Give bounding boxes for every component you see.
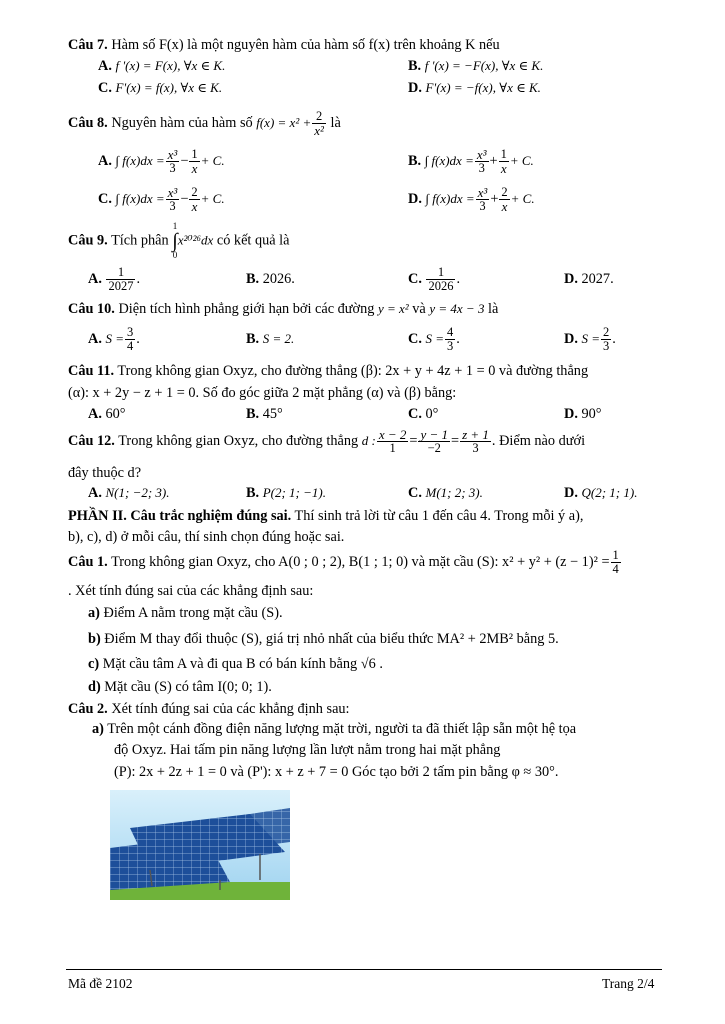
footer-divider	[66, 969, 662, 970]
q7-option-a: A. f '(x) = F(x), ∀x ∈ K.	[98, 58, 226, 74]
footer-page-number: Trang 2/4	[602, 976, 655, 991]
q8-option-d: D. ∫ f(x)dx = $\frac{\text{x³}}{3}$ + $\frac{2}{x}$ + C.	[408, 185, 535, 215]
q9-option-a: A. $\frac{1}{2027}$ .	[88, 265, 141, 294]
q8-option-c: C. ∫ f(x)dx = $\frac{\text{x³}}{3}$ − $\frac{2}{x}$ + C.	[98, 185, 225, 215]
part2-intro: b), c), d) ở mỗi câu, thí sinh chọn đúng hoặc sai.	[68, 529, 345, 545]
p2q1-item-d: d) Mặt cầu (S) có tâm I(0; 0; 1).	[88, 679, 272, 695]
q12-option-d: D. Q(2; 1; 1).	[564, 485, 638, 501]
q11-option-d: D. 90°	[564, 406, 602, 422]
q12-option-a: A. N(1; −2; 3).	[88, 485, 170, 501]
q10-option-d: D. S = $\frac{2}{3}$ .	[564, 325, 616, 354]
p2q2-item-a-line3: (P): 2x + 2z + 1 = 0 và (P'): x + z + 7 = 0 Góc tạo bởi 2 tấm pin bằng φ ≈ 30°.	[114, 764, 559, 780]
footer-exam-code: Mã đề 2102	[68, 976, 133, 991]
p2q2-item-a-line1: a) Trên một cánh đồng điện năng lượng mặt trời, người ta đã thiết lập sẵn một hệ tọa	[92, 721, 577, 737]
q10-stem: Câu 10. Diện tích hình phẳng giới hạn bởi các đường y = x² và y = 4x − 3 là	[68, 301, 499, 317]
p2q1-stem: Câu 1. Trong không gian Oxyz, cho A(0 ; 0 ; 2), B(1 ; 1; 0) và mặt cầu (S): x² + y² + (z − 1)² = $\frac{1}{4}$	[68, 548, 619, 577]
p2q2-stem: Câu 2. Xét tính đúng sai của các khẳng định sau:	[68, 701, 350, 717]
p2q1-stem-line2: . Xét tính đúng sai của các khẳng định sau:	[68, 583, 314, 599]
q7-stem: Câu 7. Hàm số F(x) là một nguyên hàm của hàm số f(x) trên khoảng K nếu	[68, 37, 500, 53]
q11-stem-line2: (α): x + 2y − z + 1 = 0. Số đo góc giữa 2 mặt phẳng (α) và (β) bằng:	[68, 385, 457, 401]
q10-option-b: B. S = 2.	[246, 331, 295, 347]
q9-option-d: D. 2027.	[564, 271, 614, 287]
q9-option-b: B. 2026.	[246, 271, 295, 287]
q11-stem-line1: Câu 11. Trong không gian Oxyz, cho đường thẳng (β): 2x + y + 4z + 1 = 0 và đường thẳng	[68, 363, 589, 379]
q8-option-b: B. ∫ f(x)dx = $\frac{\text{x³}}{3}$ + $\frac{1}{x}$ + C.	[408, 147, 534, 177]
q11-option-b: B. 45°	[246, 406, 283, 422]
p2q2-item-a-line2: độ Oxyz. Hai tấm pin năng lượng lần lượt nằm trong hai mặt phẳng	[114, 742, 501, 758]
q7-option-d: D. F'(x) = −f(x), ∀x ∈ K.	[408, 80, 541, 96]
q9-stem: Câu 9. Tích phân 1 ∫ 0 x²⁰²⁶dx có kết quả là	[68, 221, 290, 260]
q11-option-a: A. 60°	[88, 406, 126, 422]
q9-option-c: C. $\frac{1}{2026}$ .	[408, 265, 461, 294]
q7-option-c: C. F'(x) = f(x), ∀x ∈ K.	[98, 80, 223, 96]
q12-option-c: C. M(1; 2; 3).	[408, 485, 483, 501]
solar-panel-photo	[110, 790, 290, 900]
p2q1-item-b: b) Điểm M thay đổi thuộc (S), giá trị nhỏ nhất của biểu thức MA² + 2MB² bằng 5.	[88, 631, 559, 647]
q8-option-a: A. ∫ f(x)dx = $\frac{\text{x³}}{3}$ − $\frac{1}{x}$ + C.	[98, 147, 225, 177]
p2q1-item-a: a) Điểm A nằm trong mặt cầu (S).	[88, 605, 283, 621]
q12-stem-line2: đây thuộc d?	[68, 465, 142, 481]
q7-option-b: B. f '(x) = −F(x), ∀x ∈ K.	[408, 58, 544, 74]
p2q1-item-c: c) Mặt cầu tâm A và đi qua B có bán kính bằng √6 .	[88, 656, 383, 672]
part2-heading: PHẦN II. Câu trắc nghiệm đúng sai. Thí sinh trả lời từ câu 1 đến câu 4. Trong mỗi ý a),	[68, 508, 584, 524]
q12-stem: Câu 12. Trong không gian Oxyz, cho đường thẳng d : $\frac{x - 2}{1}$ = $\frac{y - 1}{-2}$ = $\frac{z + 1}{3}$ . Điểm nào dưới	[68, 427, 586, 456]
q8-stem: Câu 8. Nguyên hàm của hàm số f(x) = x² + $\frac{2}{\text{x²}}$ là	[68, 109, 341, 139]
q11-option-c: C. 0°	[408, 406, 439, 422]
q9-integral-sign: 1 ∫ 0	[172, 221, 178, 260]
q10-option-a: A. S = $\frac{3}{4}$ .	[88, 325, 140, 354]
q12-option-b: B. P(2; 1; −1).	[246, 485, 326, 501]
q10-option-c: C. S = $\frac{4}{3}$ .	[408, 325, 460, 354]
q7-label: Câu 7.	[68, 37, 108, 53]
